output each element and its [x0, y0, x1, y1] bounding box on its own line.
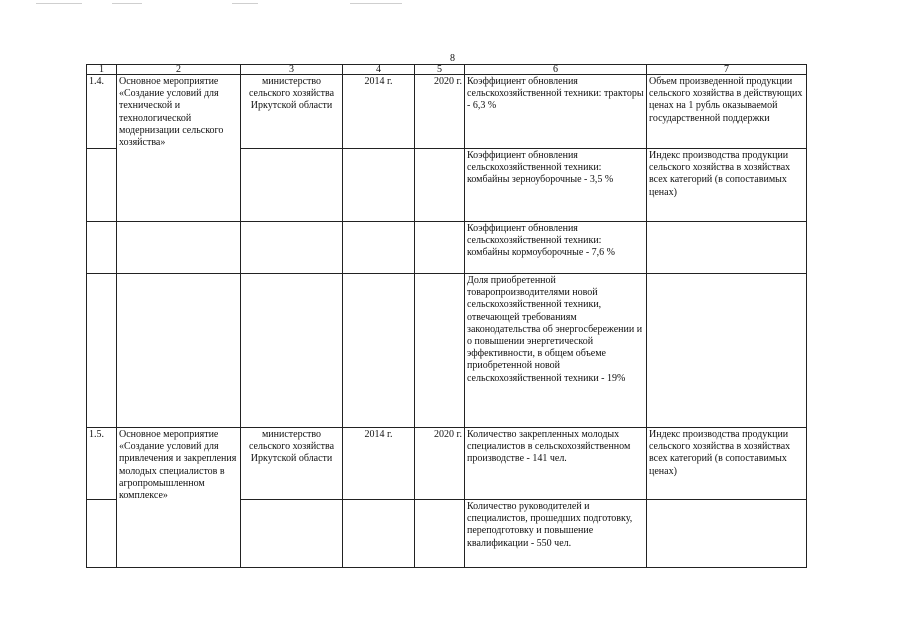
table-row: [87, 75, 807, 149]
program-table: [86, 64, 807, 568]
target-indicator: [647, 222, 807, 274]
event-name: Основное мероприятие «Создание условий для привлечения и закрепления молодых специалистов в агропромышленном комплексе»: [117, 428, 241, 568]
column-number: 3: [241, 65, 343, 75]
target-indicator: [647, 274, 807, 428]
target-indicator: Индекс производства продукции сельского хозяйства в хозяйствах всех категорий (в сопоставимых ценах): [647, 428, 807, 500]
column-number: 4: [343, 65, 415, 75]
column-number: 2: [117, 65, 241, 75]
event-name: Основное мероприятие «Создание условий для технической и технологической модернизации сельского хозяйства»: [117, 75, 241, 222]
column-number: 6: [465, 65, 647, 75]
scan-artifact: [232, 3, 258, 4]
executor: министерство сельского хозяйства Иркутской области: [241, 75, 343, 149]
executor: министерство сельского хозяйства Иркутской области: [241, 428, 343, 500]
column-number: 1: [87, 65, 117, 75]
indicator: Коэффициент обновления сельскохозяйственной техники: комбайны зерноуборочные - 3,5 %: [465, 149, 647, 222]
table-row: [87, 222, 807, 274]
column-number: 5: [415, 65, 465, 75]
target-indicator: [647, 500, 807, 568]
scan-artifact: [112, 3, 142, 4]
indicator: Количество закрепленных молодых специалистов в сельскохозяйственном производстве - 141 чел.: [465, 428, 647, 500]
page-number: 8: [450, 53, 455, 64]
start-year: 2014 г.: [343, 75, 415, 149]
table-row: [87, 428, 807, 500]
start-year: 2014 г.: [343, 428, 415, 500]
end-year: 2020 г.: [415, 428, 465, 500]
scan-artifact: [350, 3, 402, 4]
indicator: Количество руководителей и специалистов, прошедших подготовку, переподготовку и повышение квалификации - 550 чел.: [465, 500, 647, 568]
target-indicator: Объем произведенной продукции сельского хозяйства в действующих ценах на 1 рубль оказываемой государственной поддержки: [647, 75, 807, 149]
column-number-row: [87, 65, 807, 75]
indicator: Коэффициент обновления сельскохозяйственной техники: тракторы - 6,3 %: [465, 75, 647, 149]
item-number: 1.4.: [87, 75, 117, 149]
column-number: 7: [647, 65, 807, 75]
scan-artifact: [36, 3, 82, 4]
indicator: Коэффициент обновления сельскохозяйственной техники: комбайны кормоуборочные - 7,6 %: [465, 222, 647, 274]
target-indicator: Индекс производства продукции сельского хозяйства в хозяйствах всех категорий (в сопоставимых ценах): [647, 149, 807, 222]
end-year: 2020 г.: [415, 75, 465, 149]
item-number: 1.5.: [87, 428, 117, 500]
indicator: Доля приобретенной товаропроизводителями новой сельскохозяйственной техники, отвечающей требованиям законодательства об энергосбережении и о повышении энергетической эффективности, в общем объеме приобретенной новой сельскохозяйственной техники - 19%: [465, 274, 647, 428]
table-row: [87, 274, 807, 428]
